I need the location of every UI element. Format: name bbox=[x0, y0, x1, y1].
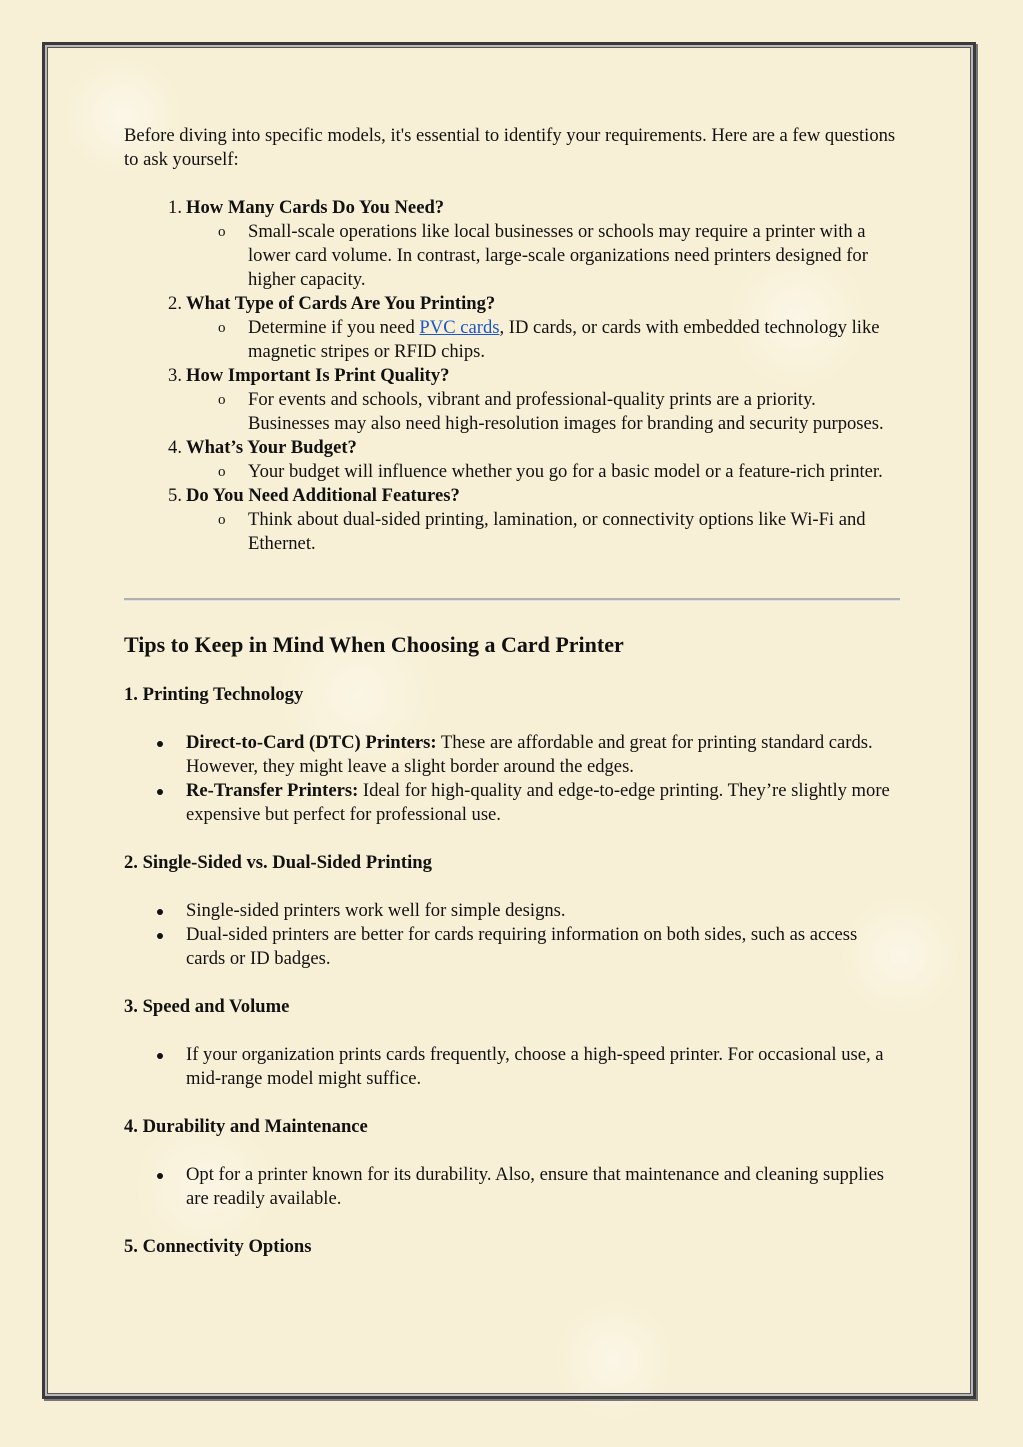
section-heading-single-vs-dual: 2. Single-Sided vs. Dual-Sided Printing bbox=[124, 852, 432, 873]
list-item bbox=[124, 731, 900, 779]
section-heading-speed-volume: 3. Speed and Volume bbox=[124, 996, 290, 1017]
bullet-dot-icon bbox=[157, 789, 163, 795]
question-number: 3. bbox=[168, 365, 182, 386]
list-item-text: If your organization prints cards frequently, choose a high-speed printer. For occasional use, a mid-range model might suffice. bbox=[186, 1044, 884, 1089]
speed-volume-list bbox=[124, 1043, 900, 1091]
question-item bbox=[124, 364, 900, 436]
question-detail-text: Small-scale operations like local businesses or schools may require a printer with a lower card volume. In contrast, large-scale organizations need printers designed for higher capacity. bbox=[248, 221, 868, 290]
bullet-dot-icon bbox=[157, 741, 163, 747]
list-item bbox=[124, 1043, 900, 1091]
list-item-term: Re-Transfer Printers: bbox=[186, 780, 359, 801]
question-detail-text: For events and schools, vibrant and professional-quality prints are a priority. Businesses may also need high-resolution images for branding and security purposes. bbox=[248, 389, 884, 434]
question-title: How Many Cards Do You Need? bbox=[186, 197, 445, 218]
section-heading-printing-technology: 1. Printing Technology bbox=[124, 684, 304, 705]
printing-technology-list bbox=[124, 731, 900, 827]
bullet-dot-icon bbox=[157, 933, 163, 939]
list-item bbox=[124, 923, 900, 971]
question-detail bbox=[186, 508, 900, 556]
question-detail-text-before-link: Determine if you need bbox=[248, 317, 420, 338]
questions-list bbox=[124, 196, 900, 556]
section-heading-durability: 4. Durability and Maintenance bbox=[124, 1116, 368, 1137]
circle-bullet-icon: o bbox=[218, 464, 226, 480]
list-item-text: Opt for a printer known for its durability. Also, ensure that maintenance and cleaning supplies are readily available. bbox=[186, 1164, 884, 1209]
question-title: Do You Need Additional Features? bbox=[186, 485, 460, 506]
circle-bullet-icon: o bbox=[218, 512, 226, 528]
bullet-dot-icon bbox=[157, 1053, 163, 1059]
list-item-text: Ideal for high-quality and edge-to-edge printing. They’re slightly more expensive but perfect for professional use. bbox=[186, 780, 890, 825]
tips-heading: Tips to Keep in Mind When Choosing a Card Printer bbox=[124, 632, 624, 657]
section-heading-connectivity: 5. Connectivity Options bbox=[124, 1236, 312, 1257]
single-vs-dual-list bbox=[124, 899, 900, 971]
question-number: 1. bbox=[168, 197, 182, 218]
list-item-text: These are affordable and great for printing standard cards. However, they might leave a slight border around the edges. bbox=[186, 732, 873, 777]
list-item bbox=[124, 779, 900, 827]
list-item-text: Single-sided printers work well for simple designs. bbox=[186, 900, 566, 921]
question-number: 4. bbox=[168, 437, 182, 458]
question-number: 2. bbox=[168, 293, 182, 314]
question-title: How Important Is Print Quality? bbox=[186, 365, 450, 386]
horizontal-divider bbox=[124, 598, 900, 601]
question-detail bbox=[186, 220, 900, 292]
question-detail-text: Your budget will influence whether you go for a basic model or a feature-rich printer. bbox=[248, 461, 883, 482]
question-item bbox=[124, 484, 900, 556]
intro-paragraph: Before diving into specific models, it's essential to identify your requirements. Here are a few questions to ask yourself: bbox=[124, 125, 896, 170]
circle-bullet-icon: o bbox=[218, 392, 226, 408]
question-item bbox=[124, 436, 900, 484]
bullet-dot-icon bbox=[157, 909, 163, 915]
list-item bbox=[124, 899, 900, 923]
question-number: 5. bbox=[168, 485, 182, 506]
pvc-cards-link[interactable]: PVC cards bbox=[419, 317, 500, 338]
list-item-text: Dual-sided printers are better for cards requiring information on both sides, such as access cards or ID badges. bbox=[186, 924, 858, 969]
durability-list bbox=[124, 1163, 900, 1211]
list-item-term: Direct-to-Card (DTC) Printers: bbox=[186, 732, 437, 753]
question-detail-text: Think about dual-sided printing, lamination, or connectivity options like Wi-Fi and Ethernet. bbox=[248, 509, 866, 554]
question-detail bbox=[186, 460, 900, 484]
question-detail bbox=[186, 388, 900, 436]
question-item bbox=[124, 292, 900, 364]
question-detail bbox=[186, 316, 900, 364]
list-item bbox=[124, 1163, 900, 1211]
question-detail-text-after-link: , ID cards, or cards with embedded technology like magnetic stripes or RFID chips. bbox=[248, 317, 880, 362]
circle-bullet-icon: o bbox=[218, 320, 226, 336]
bullet-dot-icon bbox=[157, 1173, 163, 1179]
question-title: What’s Your Budget? bbox=[186, 437, 357, 458]
question-item bbox=[124, 196, 900, 292]
circle-bullet-icon: o bbox=[218, 224, 226, 240]
document-content bbox=[124, 124, 900, 1259]
question-title: What Type of Cards Are You Printing? bbox=[186, 293, 496, 314]
